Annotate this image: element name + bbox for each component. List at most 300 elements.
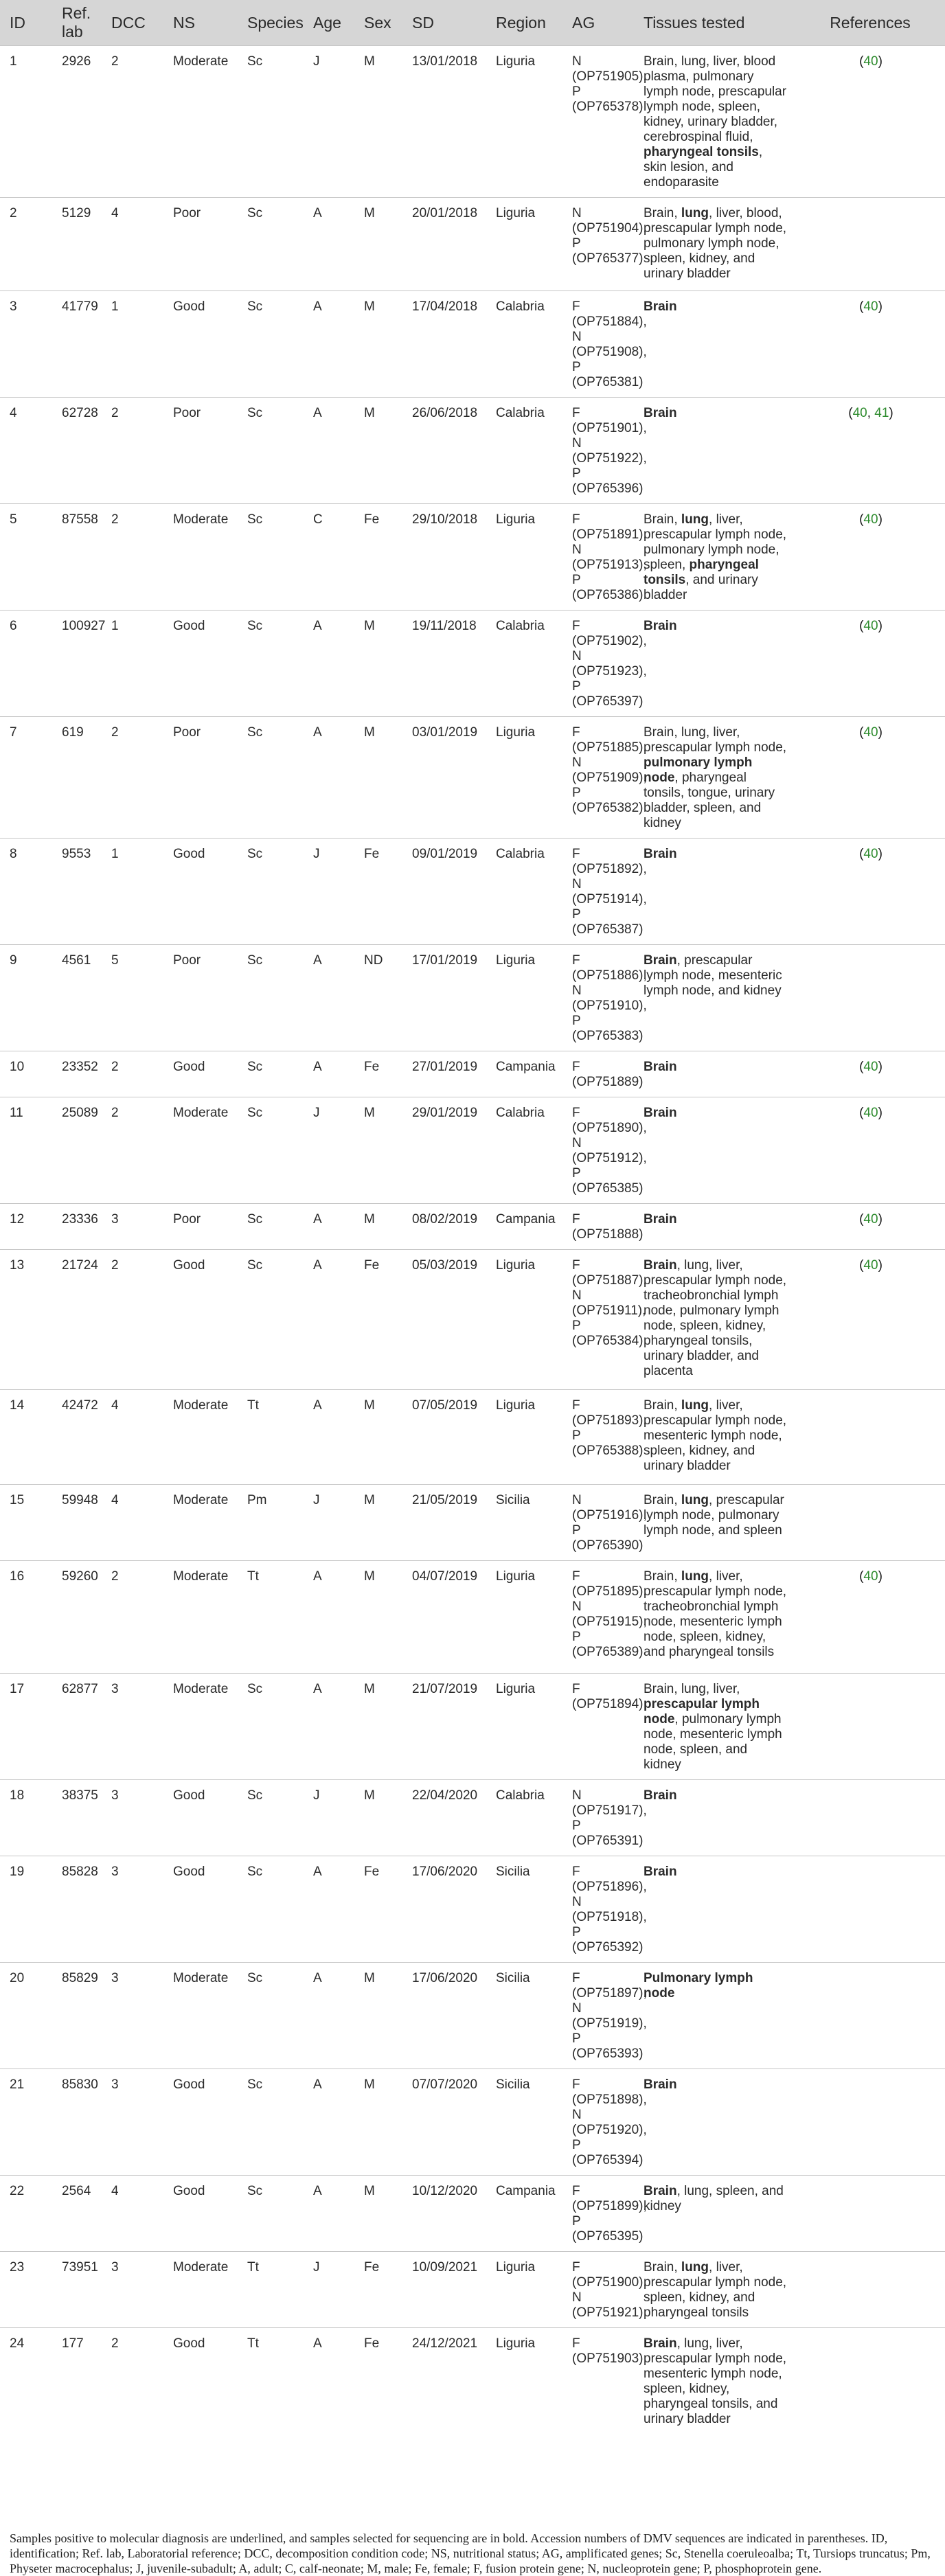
ag-line: P xyxy=(572,1630,581,1644)
cell-sex: Fe xyxy=(354,2252,402,2328)
cell-region: Liguria xyxy=(486,2328,562,2435)
reference-link[interactable]: 40 xyxy=(863,619,878,633)
cell-ref-lab: 41779 xyxy=(52,291,102,398)
col-header-sd: SD xyxy=(402,0,486,46)
table-row xyxy=(0,1485,945,1561)
col-header-tissues: Tissues tested xyxy=(634,0,794,46)
cell-age: A xyxy=(304,945,354,1051)
table-row xyxy=(0,2176,945,2252)
cell-tissues xyxy=(634,198,794,291)
cell-ref-lab: 100927 xyxy=(52,611,102,717)
ag-line: (OP765381) xyxy=(572,375,644,389)
ag-line: P xyxy=(572,360,581,374)
cell-ag xyxy=(562,504,647,611)
cell-ref-lab: 87558 xyxy=(52,504,102,611)
col-header-references: References xyxy=(794,0,945,46)
cell-sd: 24/12/2021 xyxy=(402,2328,486,2435)
cell-age: A xyxy=(304,2328,354,2435)
cell-region: Calabria xyxy=(486,839,562,945)
ag-line: (OP765391) xyxy=(572,1834,644,1848)
cell-age: A xyxy=(304,1674,354,1780)
ag-line: P xyxy=(572,1925,581,1939)
tissue-segment: Brain, lung, liver, prescapular lymph node, xyxy=(644,725,787,755)
tissue-segment: Brain, xyxy=(644,2260,681,2275)
cell-sd: 29/01/2019 xyxy=(402,1097,486,1204)
reference-link[interactable]: 40 xyxy=(863,512,878,527)
cell-dcc: 2 xyxy=(102,717,163,839)
col-header-sex: Sex xyxy=(354,0,402,46)
ag-line: (OP751893), xyxy=(572,1413,647,1428)
tissue-segment: , and urinary bladder xyxy=(644,573,758,602)
cell-sex: M xyxy=(354,1390,402,1485)
cell-id: 16 xyxy=(0,1561,52,1674)
ag-line: (OP751922), xyxy=(572,451,647,466)
ag-line: F xyxy=(572,725,580,740)
cell-ns: Moderate xyxy=(163,2252,238,2328)
tissue-bold-segment: lung xyxy=(681,2260,709,2275)
ag-line: F xyxy=(572,1398,580,1413)
cell-id: 2 xyxy=(0,198,52,291)
col-header-id: ID xyxy=(0,0,52,46)
tissue-segment: Brain, lung, liver, blood plasma, pulmonary lymph node, prescapular lymph node, spleen, kidney, urinary bladder, cerebrospinal fluid, xyxy=(644,54,787,144)
cell-species: Sc xyxy=(238,1780,304,1856)
col-header-dcc: DCC xyxy=(102,0,163,46)
cell-sex: Fe xyxy=(354,1051,402,1097)
cell-dcc: 3 xyxy=(102,1856,163,1963)
reference-link[interactable]: 40 xyxy=(863,299,878,314)
cell-species: Tt xyxy=(238,1561,304,1674)
reference-link[interactable]: 40 xyxy=(863,847,878,861)
cell-sex: M xyxy=(354,1204,402,1250)
cell-references xyxy=(794,2328,945,2435)
reference-link[interactable]: 40 xyxy=(863,54,878,69)
cell-tissues xyxy=(634,504,794,611)
cell-tissues xyxy=(634,945,794,1051)
cell-species: Sc xyxy=(238,291,304,398)
ag-line: P xyxy=(572,466,581,481)
cell-dcc: 1 xyxy=(102,839,163,945)
cell-age: A xyxy=(304,198,354,291)
cell-ref-lab: 59948 xyxy=(52,1485,102,1561)
cell-sex: M xyxy=(354,611,402,717)
tissue-segment: , lung, liver, prescapular lymph node, tracheobronchial lymph node, pulmonary lymph node, spleen, kidney, pharyngeal tonsils, urinary bladder, and placenta xyxy=(644,1258,787,1378)
ag-line: P xyxy=(572,1319,581,1333)
cell-sd: 22/04/2020 xyxy=(402,1780,486,1856)
cell-tissues xyxy=(634,398,794,504)
tissue-bold-segment: Brain xyxy=(644,1060,677,1074)
cell-ns: Good xyxy=(163,1051,238,1097)
cell-references xyxy=(794,1674,945,1780)
cell-id: 14 xyxy=(0,1390,52,1485)
cell-references: (40) xyxy=(794,1561,945,1674)
ag-line: N xyxy=(572,983,582,998)
cell-region: Campania xyxy=(486,2176,562,2252)
tissue-bold-segment: pharyngeal tonsils xyxy=(644,558,759,587)
cell-references: (40) xyxy=(794,839,945,945)
tissue-bold-segment: Brain xyxy=(644,619,677,633)
cell-ref-lab: 85828 xyxy=(52,1856,102,1963)
tissue-segment: , lung, spleen, and kidney xyxy=(644,2184,784,2213)
table-row xyxy=(0,1856,945,1963)
ag-line: (OP751890), xyxy=(572,1121,647,1135)
table-row xyxy=(0,504,945,611)
reference-link[interactable]: 40 xyxy=(863,1212,878,1227)
cell-references: (40) xyxy=(794,1204,945,1250)
cell-references: (40, 41) xyxy=(794,398,945,504)
tissue-bold-segment: prescapular lymph node xyxy=(644,1697,760,1726)
cell-dcc: 1 xyxy=(102,291,163,398)
ag-line: F xyxy=(572,1212,580,1227)
table-body xyxy=(0,46,945,2435)
cell-ref-lab: 619 xyxy=(52,717,102,839)
cell-sex: M xyxy=(354,1963,402,2069)
cell-ag xyxy=(562,2328,644,2435)
cell-tissues xyxy=(634,46,794,198)
cell-ag xyxy=(562,398,647,504)
cell-sd: 20/01/2018 xyxy=(402,198,486,291)
cell-region: Liguria xyxy=(486,504,562,611)
col-header-ag: AG xyxy=(562,0,634,46)
cell-species: Sc xyxy=(238,611,304,717)
table-row xyxy=(0,717,945,839)
tissue-bold-segment: Brain xyxy=(644,406,677,420)
ag-line: (OP765386) xyxy=(572,588,644,602)
cell-age: A xyxy=(304,2069,354,2176)
cell-dcc: 4 xyxy=(102,198,163,291)
cell-species: Pm xyxy=(238,1485,304,1561)
ag-line: P xyxy=(572,907,581,922)
cell-tissues xyxy=(634,611,794,717)
cell-id: 11 xyxy=(0,1097,52,1204)
ag-line: (OP751910), xyxy=(572,999,647,1013)
cell-tissues xyxy=(634,1390,794,1485)
ag-line: N xyxy=(572,543,582,557)
tissue-bold-segment: lung xyxy=(681,206,709,220)
cell-references: (40) xyxy=(794,1250,945,1390)
cell-id: 10 xyxy=(0,1051,52,1097)
table-row xyxy=(0,198,945,291)
cell-dcc: 4 xyxy=(102,1485,163,1561)
ag-line: F xyxy=(572,2184,580,2198)
cell-region: Calabria xyxy=(486,398,562,504)
cell-sex: M xyxy=(354,398,402,504)
cell-ag xyxy=(562,945,647,1051)
tissue-segment: Brain, xyxy=(644,1493,681,1507)
ag-line: (OP751894) xyxy=(572,1697,644,1711)
table-row xyxy=(0,1963,945,2069)
cell-dcc: 2 xyxy=(102,46,163,198)
cell-ns: Moderate xyxy=(163,1674,238,1780)
cell-age: J xyxy=(304,839,354,945)
cell-ns: Moderate xyxy=(163,1390,238,1485)
cell-id: 13 xyxy=(0,1250,52,1390)
tissue-bold-segment: Brain xyxy=(644,2184,677,2198)
cell-sex: M xyxy=(354,2069,402,2176)
reference-link[interactable]: 40 xyxy=(852,406,867,420)
tissue-segment: , prescapular lymph node, pulmonary lymph node, and spleen xyxy=(644,1493,784,1538)
cell-id: 5 xyxy=(0,504,52,611)
cell-ref-lab: 62728 xyxy=(52,398,102,504)
ag-line: P xyxy=(572,1428,581,1443)
tissue-segment: , pulmonary lymph node, mesenteric lymph node, spleen, and kidney xyxy=(644,1712,782,1772)
cell-ag xyxy=(562,1051,644,1097)
col-header-ref-lab: Ref. lab xyxy=(52,0,102,46)
cell-ref-lab: 62877 xyxy=(52,1674,102,1780)
col-header-ns: NS xyxy=(163,0,238,46)
ag-line: P xyxy=(572,679,581,694)
table-row xyxy=(0,2069,945,2176)
reference-link[interactable]: 40 xyxy=(863,1106,878,1120)
tissue-bold-segment: Brain xyxy=(644,953,677,968)
cell-references: (40) xyxy=(794,504,945,611)
cell-dcc: 3 xyxy=(102,2069,163,2176)
cell-region: Liguria xyxy=(486,198,562,291)
cell-references xyxy=(794,2176,945,2252)
ag-line: N xyxy=(572,1136,582,1150)
ag-line: P xyxy=(572,1166,581,1181)
cell-ref-lab: 42472 xyxy=(52,1390,102,1485)
cell-sex: Fe xyxy=(354,1856,402,1963)
cell-region: Calabria xyxy=(486,1097,562,1204)
tissue-bold-segment: Brain xyxy=(644,299,677,314)
cell-sd: 17/06/2020 xyxy=(402,1963,486,2069)
ag-line: N xyxy=(572,877,582,891)
tissue-segment: , pharyngeal tonsils, tongue, urinary bladder, spleen, and kidney xyxy=(644,771,775,830)
cell-references xyxy=(794,945,945,1051)
cell-id: 21 xyxy=(0,2069,52,2176)
cell-tissues xyxy=(634,2328,794,2435)
cell-ref-lab: 9553 xyxy=(52,839,102,945)
cell-ag xyxy=(562,2252,647,2328)
cell-age: J xyxy=(304,1780,354,1856)
cell-age: A xyxy=(304,611,354,717)
ag-line: (OP751911), xyxy=(572,1303,646,1318)
ag-line: (OP765395) xyxy=(572,2229,644,2244)
cell-ag xyxy=(562,2176,647,2252)
tissue-bold-segment: Brain xyxy=(644,847,677,861)
cell-sd: 21/05/2019 xyxy=(402,1485,486,1561)
cell-sd: 17/01/2019 xyxy=(402,945,486,1051)
ag-line: N xyxy=(572,2108,582,2122)
tissue-bold-segment: Brain xyxy=(644,1258,677,1273)
ag-line: (OP751908), xyxy=(572,345,647,359)
cell-species: Tt xyxy=(238,2252,304,2328)
cell-references xyxy=(794,1856,945,1963)
cell-dcc: 5 xyxy=(102,945,163,1051)
ag-line: F xyxy=(572,1569,580,1584)
ag-line: F xyxy=(572,2336,580,2351)
cell-ns: Good xyxy=(163,2069,238,2176)
cell-dcc: 2 xyxy=(102,398,163,504)
ag-line: N xyxy=(572,206,582,220)
ag-line: (OP765394) xyxy=(572,2153,644,2167)
cell-ag xyxy=(562,46,647,198)
tissue-segment: Brain, xyxy=(644,512,681,527)
cell-id: 18 xyxy=(0,1780,52,1856)
reference-link[interactable]: 40 xyxy=(863,1060,878,1074)
cell-region: Sicilia xyxy=(486,1485,562,1561)
cell-id: 4 xyxy=(0,398,52,504)
ag-line: (OP751901), xyxy=(572,421,647,435)
table-row xyxy=(0,2328,945,2435)
ag-line: N xyxy=(572,1895,582,1909)
cell-ns: Good xyxy=(163,839,238,945)
cell-region: Campania xyxy=(486,1204,562,1250)
cell-ref-lab: 23352 xyxy=(52,1051,102,1097)
cell-ag xyxy=(562,291,647,398)
ag-line: F xyxy=(572,1060,580,1074)
cell-age: J xyxy=(304,46,354,198)
cell-references xyxy=(794,1963,945,2069)
cell-dcc: 1 xyxy=(102,611,163,717)
tissue-bold-segment: Pulmonary lymph node xyxy=(644,1971,753,2001)
ag-line: P xyxy=(572,236,581,251)
cell-sex: Fe xyxy=(354,1250,402,1390)
cell-ns: Good xyxy=(163,1780,238,1856)
cell-tissues xyxy=(634,1051,794,1097)
cell-dcc: 3 xyxy=(102,1963,163,2069)
cell-ns: Moderate xyxy=(163,1485,238,1561)
cell-species: Sc xyxy=(238,717,304,839)
cell-ref-lab: 59260 xyxy=(52,1561,102,1674)
ag-line: N xyxy=(572,436,582,451)
cell-ag xyxy=(562,1250,647,1390)
ag-line: (OP751912), xyxy=(572,1151,647,1165)
tissue-bold-segment: lung xyxy=(681,1569,709,1584)
cell-region: Liguria xyxy=(486,1250,562,1390)
ag-line: (OP751895), xyxy=(572,1584,647,1599)
table-row xyxy=(0,1780,945,1856)
ag-line: (OP765396) xyxy=(572,481,644,496)
cell-ns: Moderate xyxy=(163,46,238,198)
table-row xyxy=(0,46,945,198)
cell-age: A xyxy=(304,717,354,839)
cell-age: A xyxy=(304,1250,354,1390)
cell-ag xyxy=(562,1097,647,1204)
ag-line: N xyxy=(572,755,582,770)
cell-ag xyxy=(562,839,647,945)
ag-line: P xyxy=(572,573,581,587)
cell-id: 12 xyxy=(0,1204,52,1250)
cell-sex: M xyxy=(354,46,402,198)
ag-line: F xyxy=(572,953,580,968)
reference-link[interactable]: 40 xyxy=(863,1569,878,1584)
ag-line: (OP751917), xyxy=(572,1803,647,1818)
cell-species: Sc xyxy=(238,1674,304,1780)
ag-line: F xyxy=(572,299,580,314)
tissue-segment: , liver, prescapular lymph node, spleen, kidney, and pharyngeal tonsils xyxy=(644,2260,787,2320)
cell-ns: Moderate xyxy=(163,1963,238,2069)
reference-link[interactable]: 41 xyxy=(874,406,889,420)
cell-ag xyxy=(562,1204,644,1250)
cell-age: A xyxy=(304,1204,354,1250)
ag-line: (OP765383) xyxy=(572,1029,644,1043)
cell-dcc: 3 xyxy=(102,1674,163,1780)
cell-tissues xyxy=(634,1561,794,1674)
tissue-bold-segment: Brain xyxy=(644,1865,677,1879)
ag-line: (OP751914), xyxy=(572,892,647,907)
reference-link[interactable]: 40 xyxy=(863,725,878,740)
cell-references: (40) xyxy=(794,1097,945,1204)
ag-line: (OP751892), xyxy=(572,862,647,876)
cell-sex: M xyxy=(354,1674,402,1780)
cell-ref-lab: 4561 xyxy=(52,945,102,1051)
cell-tissues xyxy=(634,2176,794,2252)
cell-ns: Poor xyxy=(163,945,238,1051)
cell-ref-lab: 2926 xyxy=(52,46,102,198)
ag-line: (OP751916), xyxy=(572,1508,647,1523)
ag-line: (OP751884), xyxy=(572,315,647,329)
header-row xyxy=(0,0,945,46)
ag-line: (OP751888) xyxy=(572,1227,644,1242)
ag-line: P xyxy=(572,1014,581,1028)
cell-region: Liguria xyxy=(486,1561,562,1674)
cell-sd: 05/03/2019 xyxy=(402,1250,486,1390)
cell-ref-lab: 23336 xyxy=(52,1204,102,1250)
cell-sd: 08/02/2019 xyxy=(402,1204,486,1250)
ag-line: (OP751904), xyxy=(572,221,647,236)
cell-tissues xyxy=(634,291,794,398)
cell-ns: Poor xyxy=(163,398,238,504)
cell-region: Liguria xyxy=(486,1674,562,1780)
cell-tissues xyxy=(634,717,794,839)
cell-species: Sc xyxy=(238,1856,304,1963)
cell-references xyxy=(794,1780,945,1856)
ag-line: N xyxy=(572,1288,582,1303)
cell-species: Sc xyxy=(238,945,304,1051)
ag-line: (OP751899), xyxy=(572,2199,647,2213)
ag-line: F xyxy=(572,847,580,861)
cell-ref-lab: 5129 xyxy=(52,198,102,291)
cell-tissues xyxy=(634,2069,794,2176)
table-footnote: Samples positive to molecular diagnosis are underlined, and samples selected for sequencing are in bold. Accession numbers of DMV sequences are indicated in parentheses. ID, identification; Ref. lab, Laboratorial reference; DCC, decomposition condition code; NS, nutritional status; AG, amplificated genes; Sc, Stenella coeruleoalba; Tt, Tursiops truncatus; Pm, Physeter macrocephalus; J, juvenile-subadult; A, adult; C, calf-neonate; M, male; Fe, female; F, fusion protein gene; N, nucleoprotein gene; P, phosphoprotein gene. xyxy=(10,2531,931,2575)
cell-tissues xyxy=(634,2252,794,2328)
cell-ag xyxy=(562,1561,647,1674)
cell-references: (40) xyxy=(794,611,945,717)
cell-tissues xyxy=(634,1250,794,1390)
cell-dcc: 2 xyxy=(102,1250,163,1390)
ag-line: N xyxy=(572,1493,582,1507)
ag-line: F xyxy=(572,619,580,633)
cell-sex: M xyxy=(354,1780,402,1856)
ag-line: (OP751923), xyxy=(572,664,647,679)
cell-ag xyxy=(562,1390,647,1485)
cell-region: Liguria xyxy=(486,2252,562,2328)
cell-ns: Poor xyxy=(163,1204,238,1250)
tissue-segment: , liver, blood, prescapular lymph node, pulmonary lymph node, spleen, kidney, and urinary bladder xyxy=(644,206,787,281)
ag-line: P xyxy=(572,786,581,800)
table-row xyxy=(0,1051,945,1097)
cell-region: Liguria xyxy=(486,46,562,198)
cell-tissues xyxy=(634,1097,794,1204)
ag-line: F xyxy=(572,2077,580,2092)
cell-ag xyxy=(562,198,647,291)
reference-link[interactable]: 40 xyxy=(863,1258,878,1273)
cell-age: A xyxy=(304,291,354,398)
ag-line: (OP765397) xyxy=(572,694,644,709)
ag-line: (OP751920), xyxy=(572,2123,647,2137)
tissue-bold-segment: Brain xyxy=(644,1788,677,1803)
tissue-segment: , prescapular lymph node, mesenteric lymph node, and kidney xyxy=(644,953,782,998)
table-row xyxy=(0,1204,945,1250)
tissue-segment: , skin lesion, and endoparasite xyxy=(644,145,763,190)
cell-species: Sc xyxy=(238,504,304,611)
table-row xyxy=(0,1250,945,1390)
cell-region: Sicilia xyxy=(486,1963,562,2069)
cell-region: Liguria xyxy=(486,717,562,839)
tissue-bold-segment: lung xyxy=(681,1398,709,1413)
cell-sex: Fe xyxy=(354,504,402,611)
